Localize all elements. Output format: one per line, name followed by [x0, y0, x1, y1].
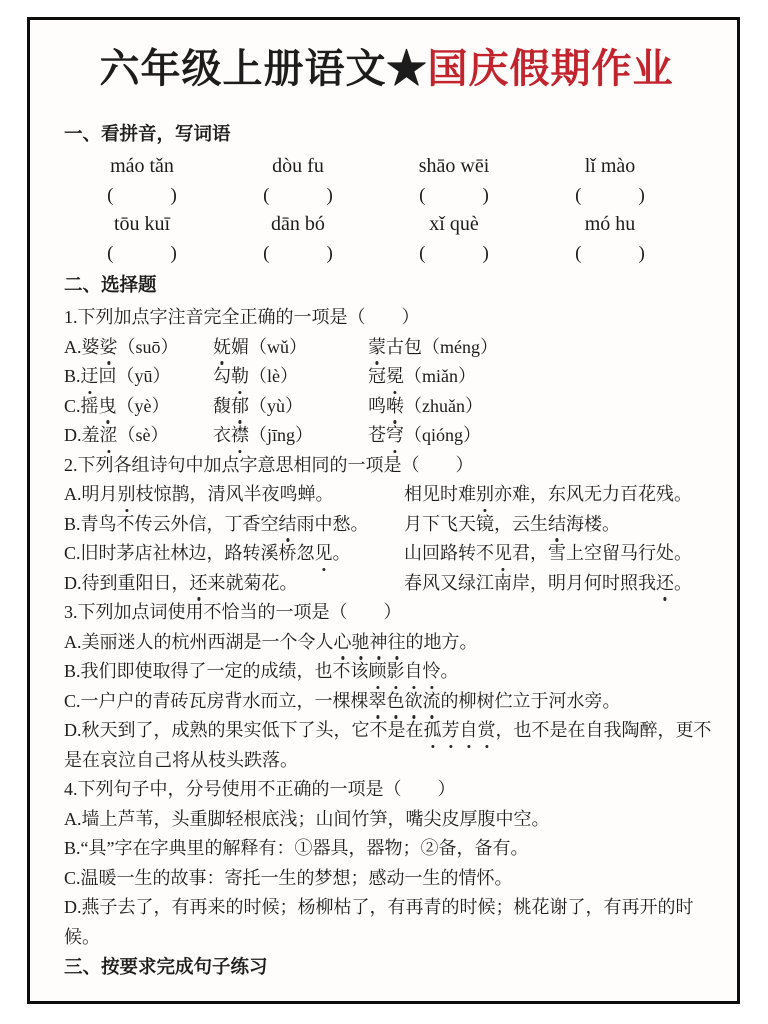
emphasized-char: 神 [370, 628, 388, 658]
emphasized-char: 驰 [352, 628, 370, 658]
option-row [64, 392, 712, 422]
emphasized-char: 别 [118, 480, 136, 510]
emphasized-char: 别 [476, 480, 494, 510]
emphasized-char: 自 [460, 716, 478, 746]
emphasized-char: 曳 [99, 392, 117, 422]
option-row [64, 539, 712, 569]
emphasized-char: 见 [315, 539, 333, 569]
emphasized-char: 迂 [81, 362, 99, 392]
option-row [64, 480, 712, 510]
option-cell: C.旧时茅店社林边，路转溪桥忽见。 [64, 539, 404, 569]
option-cell: 妩媚（wǔ） [213, 333, 368, 363]
option-cell: 馥郁（yù） [213, 392, 368, 422]
emphasized-char: 色 [387, 687, 405, 717]
worksheet-content [30, 20, 737, 979]
question-stem: 2.下列各组诗句中加点字意思相同的一项是（ ） [64, 454, 474, 475]
title-black-part: 六年级上册语文★ [99, 47, 428, 91]
option-cell: C.摇曳（yè） [64, 392, 213, 422]
option-cell: 蒙古包（méng） [368, 333, 498, 363]
section2-heading: 二、选择题 [64, 276, 157, 296]
option-line: D.燕子去了，有再来的时候；杨柳枯了，有再青的时候；桃花谢了，有再开的时候。 [64, 897, 694, 947]
emphasized-char: 襟 [231, 421, 249, 451]
answer-blank: ( ) [263, 243, 333, 264]
emphasized-char: 心 [334, 628, 352, 658]
answer-blank: ( ) [107, 243, 177, 264]
option-cell: 春风又绿江南岸，明月何时照我还。 [404, 569, 692, 599]
option-row [64, 333, 712, 363]
answer-blank: ( ) [419, 243, 489, 264]
emphasized-char: 流 [423, 687, 441, 717]
option-row [64, 569, 712, 599]
option-cell: 勾勒（lè） [213, 362, 368, 392]
option-cell: 冠冕（miǎn） [368, 362, 476, 392]
emphasized-char: 结 [279, 510, 297, 540]
option-cell: D.羞涩（sè） [64, 421, 213, 451]
pinyin-word: dòu fu [272, 155, 324, 177]
option-line: C.温暖一生的故事：寄托一生的梦想；感动一生的情怀。 [64, 867, 513, 888]
emphasized-char: 还 [190, 569, 208, 599]
answer-blank: ( ) [107, 185, 177, 206]
emphasized-char: 娑 [100, 333, 118, 363]
option-line: D.秋天到了，成熟的果实低下了头，它不是在孤芳自赏，也不是在自我陶醉，更不是在哀泣自己将从枝头跌落。 [64, 716, 712, 775]
emphasized-char: 还 [656, 569, 674, 599]
option-cell: A.明月别枝惊鹊，清风半夜鸣蝉。 [64, 480, 404, 510]
emphasized-char: 勒 [231, 362, 249, 392]
emphasized-char: 往 [388, 628, 406, 658]
option-cell: 相见时难别亦难，东风无力百花残。 [404, 480, 692, 510]
answer-blank: ( ) [263, 185, 333, 206]
emphasized-char: 赏 [478, 716, 496, 746]
question-stem: 3.下列加点词使用不恰当的一项是（ ） [64, 602, 402, 622]
emphasized-char: 翠 [369, 687, 387, 717]
answer-blank: ( ) [575, 185, 645, 206]
option-cell: 苍穹（qióng） [368, 421, 481, 451]
emphasized-char: 冕 [386, 362, 404, 392]
emphasized-char: 穹 [386, 421, 404, 451]
option-line: C.一户户的青砖瓦房背水而立，一棵棵翠色欲流的柳树伫立于河水旁。 [64, 687, 712, 717]
option-row [64, 362, 712, 392]
option-row [64, 421, 712, 451]
emphasized-char: 郁 [231, 392, 249, 422]
question-stem: 1.下列加点字注音完全正确的一项是（ ） [64, 307, 420, 327]
pinyin-word: shāo wēi [418, 155, 490, 177]
pinyin-word: lǐ mào [584, 155, 636, 177]
title-red-part: 国庆假期作业 [427, 47, 674, 91]
answer-blank: ( ) [575, 243, 645, 264]
emphasized-char: 怜 [423, 657, 441, 687]
answer-blank: ( ) [419, 185, 489, 206]
emphasized-char: 蒙 [368, 333, 386, 363]
option-cell: 衣襟（jīng） [213, 421, 368, 451]
emphasized-char: 结 [548, 510, 566, 540]
pinyin-row [64, 152, 689, 181]
option-cell: B.迂回（yū） [64, 362, 213, 392]
emphasized-char: 影 [387, 657, 405, 687]
emphasized-char: 顾 [369, 657, 387, 687]
option-line: B.“具”字在字典里的解释有：①器具，器物；②备，备有。 [64, 838, 529, 858]
pinyin-word: xǐ què [429, 213, 479, 235]
pinyin-section [64, 152, 689, 268]
multiple-choice-section [64, 303, 712, 952]
emphasized-char: 自 [405, 657, 423, 687]
option-cell: D.待到重阳日，还来就菊花。 [64, 569, 404, 599]
pinyin-word: máo tǎn [110, 155, 174, 177]
section1-heading: 一、看拼音，写词语 [64, 125, 231, 145]
option-cell: B.青鸟不传云外信，丁香空结雨中愁。 [64, 510, 404, 540]
answer-blank-row [64, 181, 689, 210]
option-cell: A.婆娑（suō） [64, 333, 213, 363]
option-cell: 鸣啭（zhuǎn） [368, 392, 483, 422]
option-cell: 月下飞天镜，云生结海楼。 [404, 510, 620, 540]
pinyin-word: mó hu [584, 213, 636, 235]
section3-heading: 三、按要求完成句子练习 [64, 958, 268, 978]
page-title [64, 46, 709, 92]
emphasized-char: 涩 [100, 421, 118, 451]
emphasized-char: 芳 [442, 716, 460, 746]
option-line: A.美丽迷人的杭州西湖是一个令人心驰神往的地方。 [64, 628, 712, 658]
emphasized-char: 孤 [424, 716, 442, 746]
emphasized-char: 妩 [213, 333, 231, 363]
option-line: B.我们即使取得了一定的成绩，也不该顾影自怜。 [64, 657, 712, 687]
pinyin-row [64, 210, 689, 239]
option-cell: 山回路转不见君，雪上空留马行处。 [404, 539, 692, 569]
pinyin-word: tōu kuī [113, 213, 171, 235]
pinyin-word: dān bó [271, 213, 325, 235]
question-stem: 4.下列句子中，分号使用不正确的一项是（ ） [64, 779, 456, 799]
emphasized-char: 啭 [386, 392, 404, 422]
worksheet-page-frame [27, 17, 740, 1004]
option-row [64, 510, 712, 540]
emphasized-char: 见 [494, 539, 512, 569]
option-line: A.墙上芦苇，头重脚轻根底浅；山间竹笋，嘴尖皮厚腹中空。 [64, 808, 550, 829]
emphasized-char: 欲 [405, 687, 423, 717]
answer-blank-row [64, 239, 689, 268]
